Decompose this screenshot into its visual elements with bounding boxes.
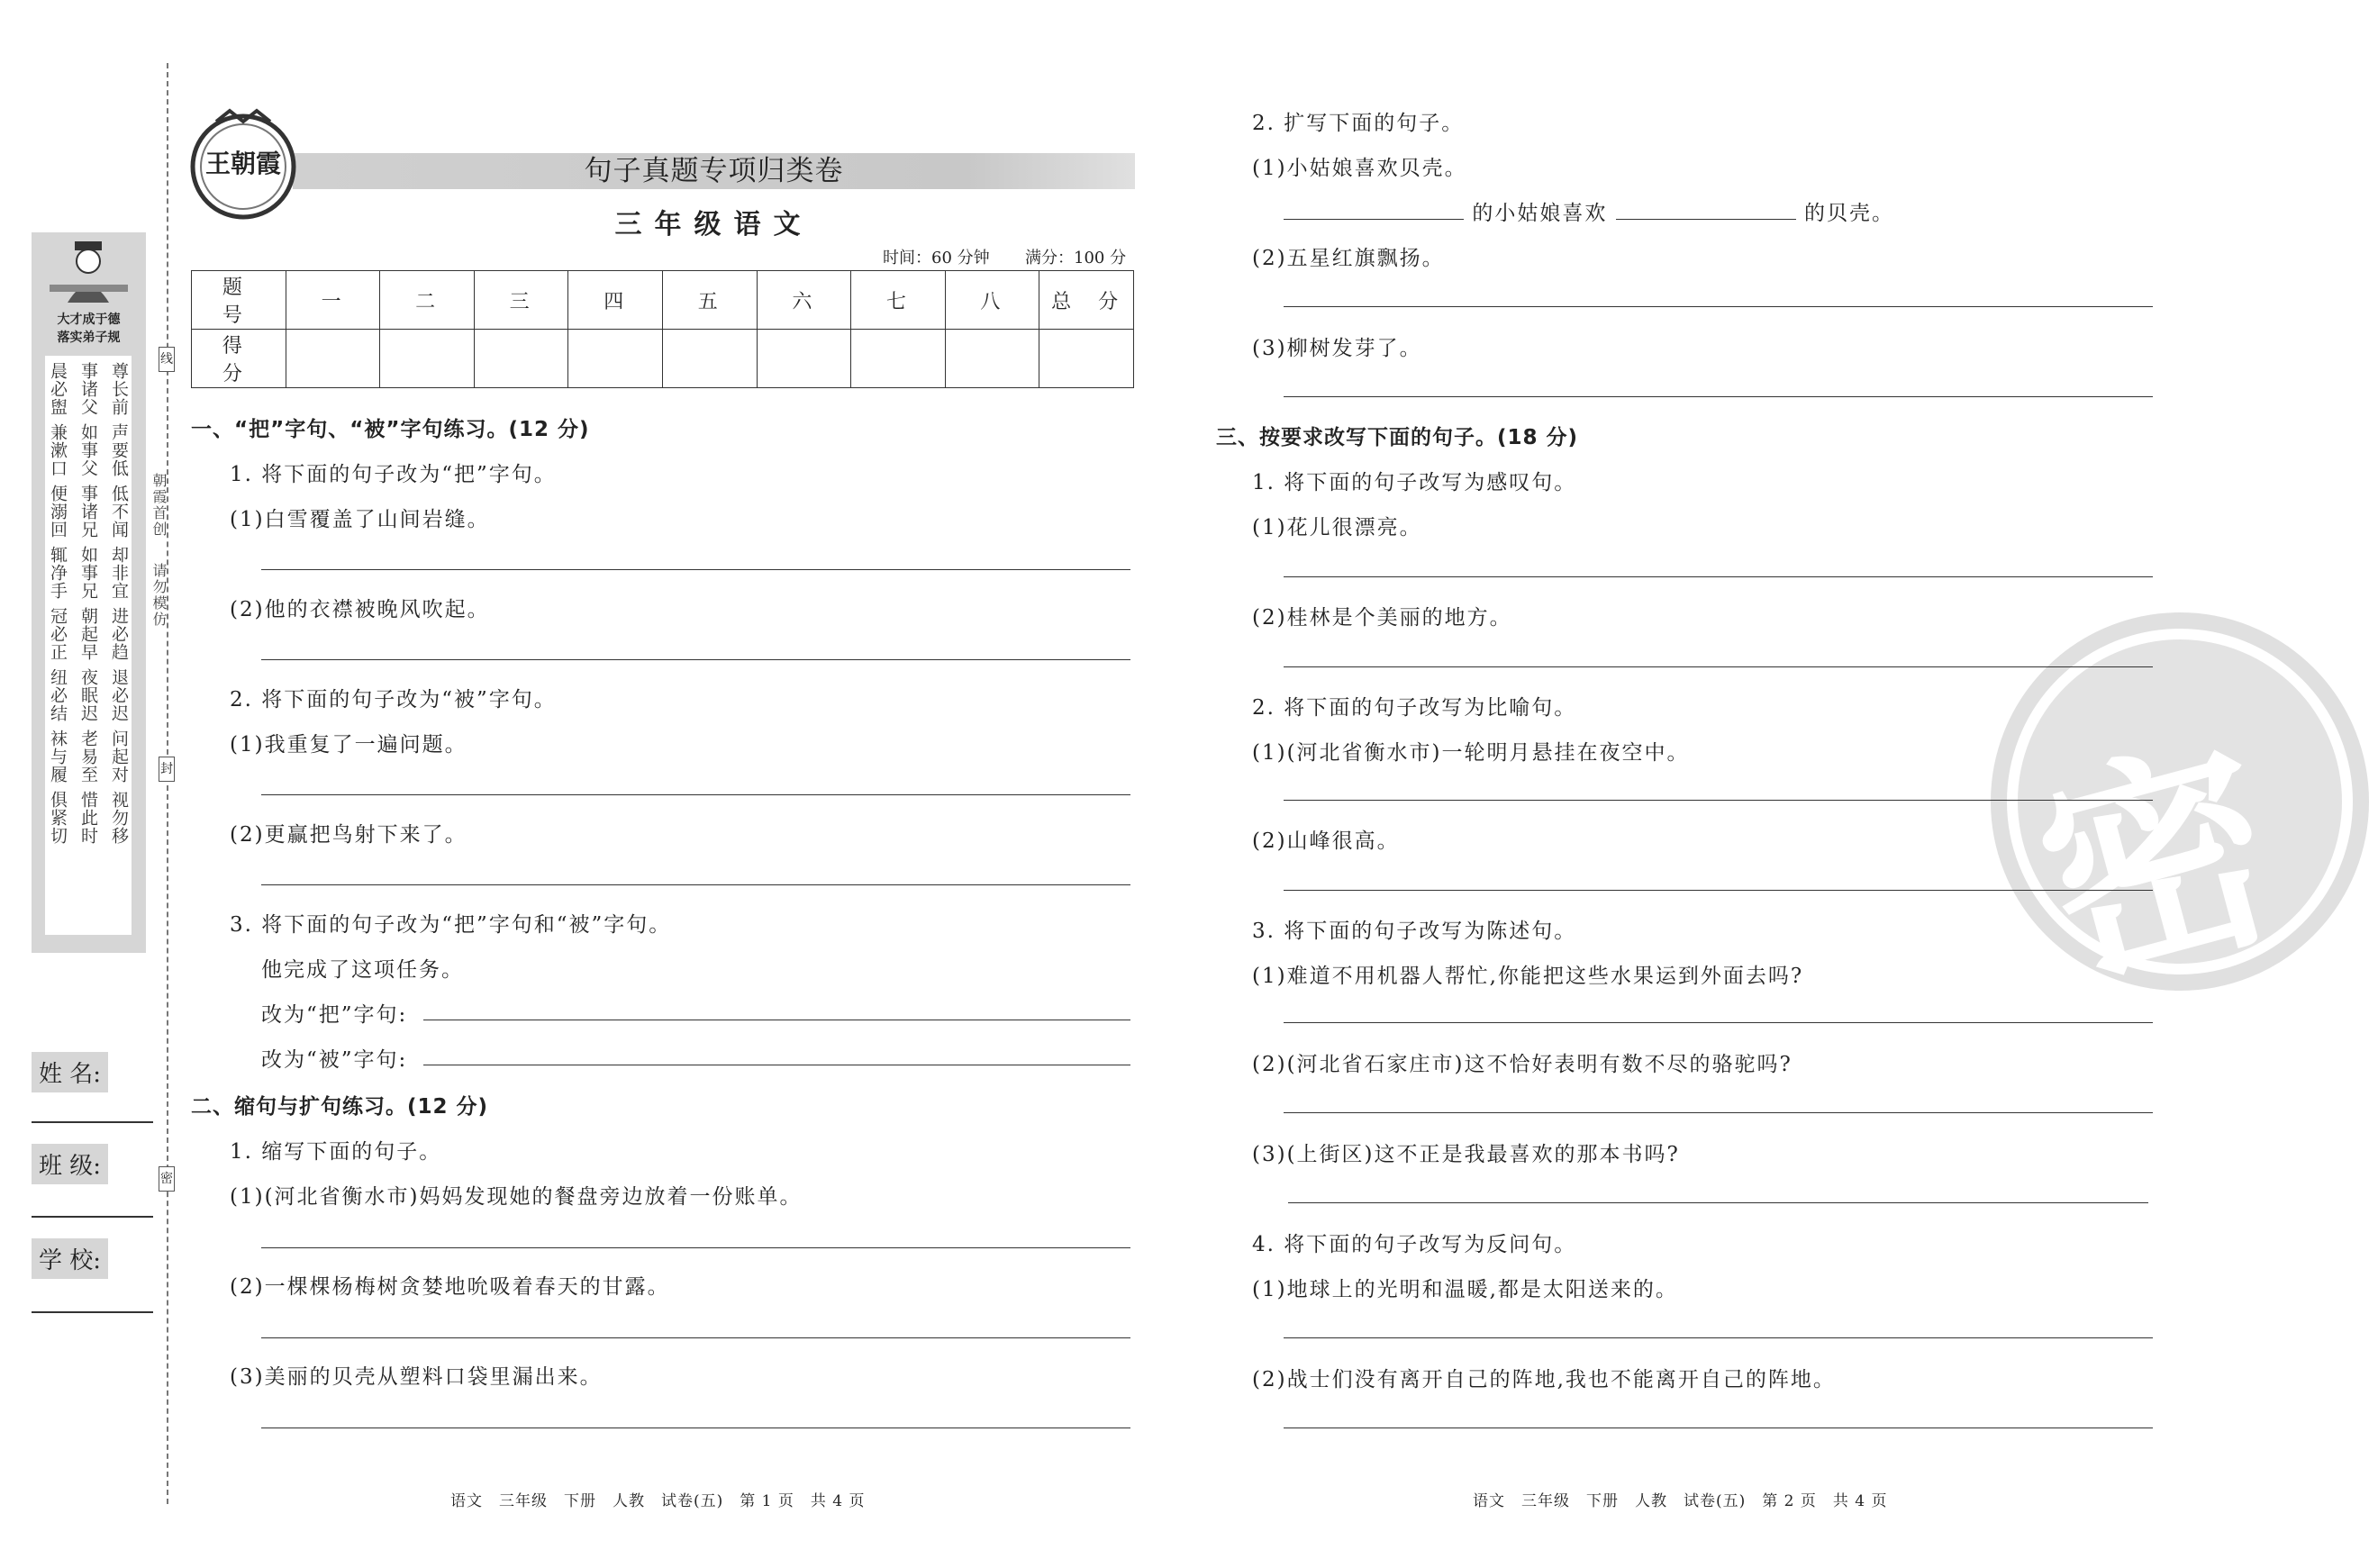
answer-line[interactable]: [261, 1247, 1130, 1248]
question-text: 3. 将下面的句子改为“把”字句和“被”字句。: [230, 913, 672, 937]
verse-text: 低不闻: [109, 485, 129, 539]
question-text: 1. 缩写下面的句子。: [230, 1140, 442, 1164]
motto: [32, 311, 146, 347]
question-text: (2)更赢把鸟射下来了。: [230, 823, 467, 847]
verse-text: 进必趋: [109, 607, 129, 661]
school-field[interactable]: [32, 1311, 153, 1313]
question-text: (1)难道不用机器人帮忙,你能把这些水果运到外面去吗?: [1252, 965, 1804, 988]
section-3-title: 三、按要求改写下面的句子。(18 分): [1216, 426, 1579, 449]
score-cell[interactable]: [286, 330, 380, 388]
school-label: 学 校:: [32, 1238, 108, 1279]
question-text: (3)柳树发芽了。: [1252, 337, 1422, 360]
motto-line-2: 落实弟子规: [57, 331, 121, 345]
question-text: 1. 将下面的句子改写为感叹句。: [1252, 471, 1577, 494]
score-cell[interactable]: [380, 330, 475, 388]
question-text: (1)小姑娘喜欢贝壳。: [1252, 157, 1467, 180]
question-text: (2)(河北省石家庄市)这不恰好表明有数不尽的骆驼吗?: [1252, 1053, 1793, 1076]
page-title: 句子真题专项归类卷: [584, 155, 844, 187]
score-table: [191, 270, 1134, 388]
question-text: 1. 将下面的句子改为“把”字句。: [230, 463, 557, 486]
question-text: (1)地球上的光明和温暖,都是太阳送来的。: [1252, 1278, 1678, 1301]
verse-text: 袜与履: [48, 730, 68, 784]
verse-text: 纽必结: [48, 668, 68, 722]
question-text: (3)(上街区)这不正是我最喜欢的那本书吗?: [1252, 1143, 1680, 1166]
verse-text: 事诸父: [78, 362, 98, 416]
answer-line[interactable]: [1284, 800, 2153, 801]
verse-text: 退必迟: [109, 668, 129, 722]
verse-text: 事诸兄: [78, 485, 98, 539]
page-footer-1: 语文 三年级 下册 人教 试卷(五) 第 1 页 共 4 页: [450, 1492, 866, 1510]
page-footer-2: 语文 三年级 下册 人教 试卷(五) 第 2 页 共 4 页: [1473, 1492, 1888, 1510]
question-text: (2)战士们没有离开自己的阵地,我也不能离开自己的阵地。: [1252, 1368, 1836, 1391]
table-cell: 六: [757, 271, 851, 330]
class-label: 班 级:: [32, 1144, 108, 1184]
score-cell[interactable]: [663, 330, 758, 388]
answer-line[interactable]: [261, 569, 1130, 570]
verse-text: 晨必盥: [48, 362, 68, 416]
score-cell[interactable]: [945, 330, 1039, 388]
section-1-title: 一、“把”字句、“被”字句练习。(12 分): [191, 418, 590, 441]
answer-line[interactable]: [1284, 1022, 2153, 1023]
score-table-header-row: [192, 271, 1134, 330]
name-label: 姓 名:: [32, 1052, 108, 1092]
verse-text: 视勿移: [109, 791, 129, 845]
fill-blank-row: [1284, 196, 1894, 226]
table-cell: 八: [945, 271, 1039, 330]
score-table-score-row: [192, 330, 1134, 388]
table-cell: 三: [474, 271, 568, 330]
answer-line[interactable]: [261, 1337, 1130, 1338]
answer-line[interactable]: [1284, 306, 2153, 307]
score-cell[interactable]: [568, 330, 663, 388]
page-subtitle: 三年级语文: [614, 209, 813, 240]
answer-line[interactable]: [261, 659, 1130, 660]
cut-line: [167, 63, 168, 1504]
verse-text: 尊长前: [109, 362, 129, 416]
score-cell[interactable]: [474, 330, 568, 388]
notice-no-copy: 请勿模仿: [150, 563, 168, 628]
verse-text: 兼漱口: [48, 423, 68, 477]
verse-text: 便溺回: [48, 485, 68, 539]
question-text: (3)美丽的贝壳从塑料口袋里漏出来。: [230, 1365, 603, 1389]
table-cell: 得 分: [192, 330, 286, 388]
answer-line[interactable]: [1288, 1202, 2148, 1203]
table-cell: 二: [380, 271, 475, 330]
verse-text: 辄净手: [48, 546, 68, 600]
table-cell: 四: [568, 271, 663, 330]
question-text: (1)(河北省衡水市)妈妈发现她的餐盘旁边放着一份账单。: [230, 1185, 803, 1209]
question-text: (2)一棵棵杨梅树贪婪地吮吸着春天的甘露。: [230, 1275, 670, 1299]
question-text: (1)我重复了一遍问题。: [230, 733, 467, 757]
confidential-seal-glyph: 密: [2015, 709, 2301, 1021]
question-text: (1)(河北省衡水市)一轮明月悬挂在夜空中。: [1252, 741, 1690, 765]
question-text: 3. 将下面的句子改写为陈述句。: [1252, 920, 1577, 943]
question-text: 2. 将下面的句子改写为比喻句。: [1252, 696, 1577, 720]
section-2-title: 二、缩句与扩句练习。(12 分): [191, 1095, 489, 1119]
question-text: (2)桂林是个美丽的地方。: [1252, 606, 1512, 630]
verse-text: 声要低: [109, 423, 129, 477]
answer-line[interactable]: [1284, 890, 2153, 891]
binding-mark-feng: 封: [159, 757, 175, 782]
full-score: 满分：100 分: [1025, 249, 1127, 267]
binding-mark-xian: 线: [159, 347, 175, 372]
verse-text: 问起对: [109, 730, 129, 784]
fill-blank-text: 的贝壳。: [1803, 202, 1894, 225]
question-text: 4. 将下面的句子改写为反问句。: [1252, 1233, 1577, 1256]
question-text: 2. 扩写下面的句子。: [1252, 112, 1465, 135]
answer-line[interactable]: [1284, 396, 2153, 397]
answer-line[interactable]: [1284, 1337, 2153, 1338]
verse-text: 俱紧切: [48, 791, 68, 845]
table-cell: 题 号: [192, 271, 286, 330]
verse-text: 如事兄: [78, 546, 98, 600]
score-cell[interactable]: [1039, 330, 1134, 388]
verse-text: 惜此时: [78, 791, 98, 845]
answer-line[interactable]: [1284, 576, 2153, 577]
question-text: (2)五星红旗飘扬。: [1252, 247, 1445, 270]
notice-original: 朝霞首创: [150, 473, 168, 538]
verse-text: 夜眠迟: [78, 668, 98, 722]
binding-mark-mi: 密: [159, 1166, 175, 1192]
question-text: (2)山峰很高。: [1252, 829, 1400, 853]
answer-line[interactable]: [261, 794, 1130, 795]
verse-text: 却非宜: [109, 546, 129, 600]
answer-line[interactable]: [261, 884, 1130, 885]
question-text: 他完成了这项任务。: [261, 958, 464, 982]
question-text: (2)他的衣襟被晚风吹起。: [230, 598, 490, 621]
verse-column-block: [47, 362, 130, 845]
answer-line[interactable]: [1284, 1112, 2153, 1113]
fill-blank[interactable]: [1284, 218, 1464, 220]
answer-line[interactable]: [1284, 666, 2153, 667]
question-text: 2. 将下面的句子改为“被”字句。: [230, 688, 557, 711]
scholar-illustration: [32, 241, 146, 295]
table-cell: 七: [851, 271, 946, 330]
verse-text: 朝起早: [78, 607, 98, 661]
question-text: 改为“把”字句:: [261, 1003, 408, 1027]
question-text: 改为“被”字句:: [261, 1048, 408, 1072]
score-cell[interactable]: [757, 330, 851, 388]
score-cell[interactable]: [851, 330, 946, 388]
fill-blank-text: 的小姑娘喜欢: [1472, 202, 1608, 225]
question-text: (1)花儿很漂亮。: [1252, 516, 1422, 539]
table-cell: 五: [663, 271, 758, 330]
verse-text: 如事父: [78, 423, 98, 477]
table-cell: 总 分: [1039, 271, 1134, 330]
motto-line-1: 大才成于德: [57, 313, 121, 327]
exam-time: 时间：60 分钟: [883, 249, 990, 267]
name-field[interactable]: [32, 1121, 153, 1123]
question-text: (1)白雪覆盖了山间岩缝。: [230, 508, 490, 531]
verse-text: 老易至: [78, 730, 98, 784]
fill-blank[interactable]: [1616, 218, 1796, 220]
logo-text: 王朝霞: [204, 149, 281, 178]
class-field[interactable]: [32, 1216, 153, 1218]
verse-text: 冠必正: [48, 607, 68, 661]
table-cell: 一: [286, 271, 380, 330]
